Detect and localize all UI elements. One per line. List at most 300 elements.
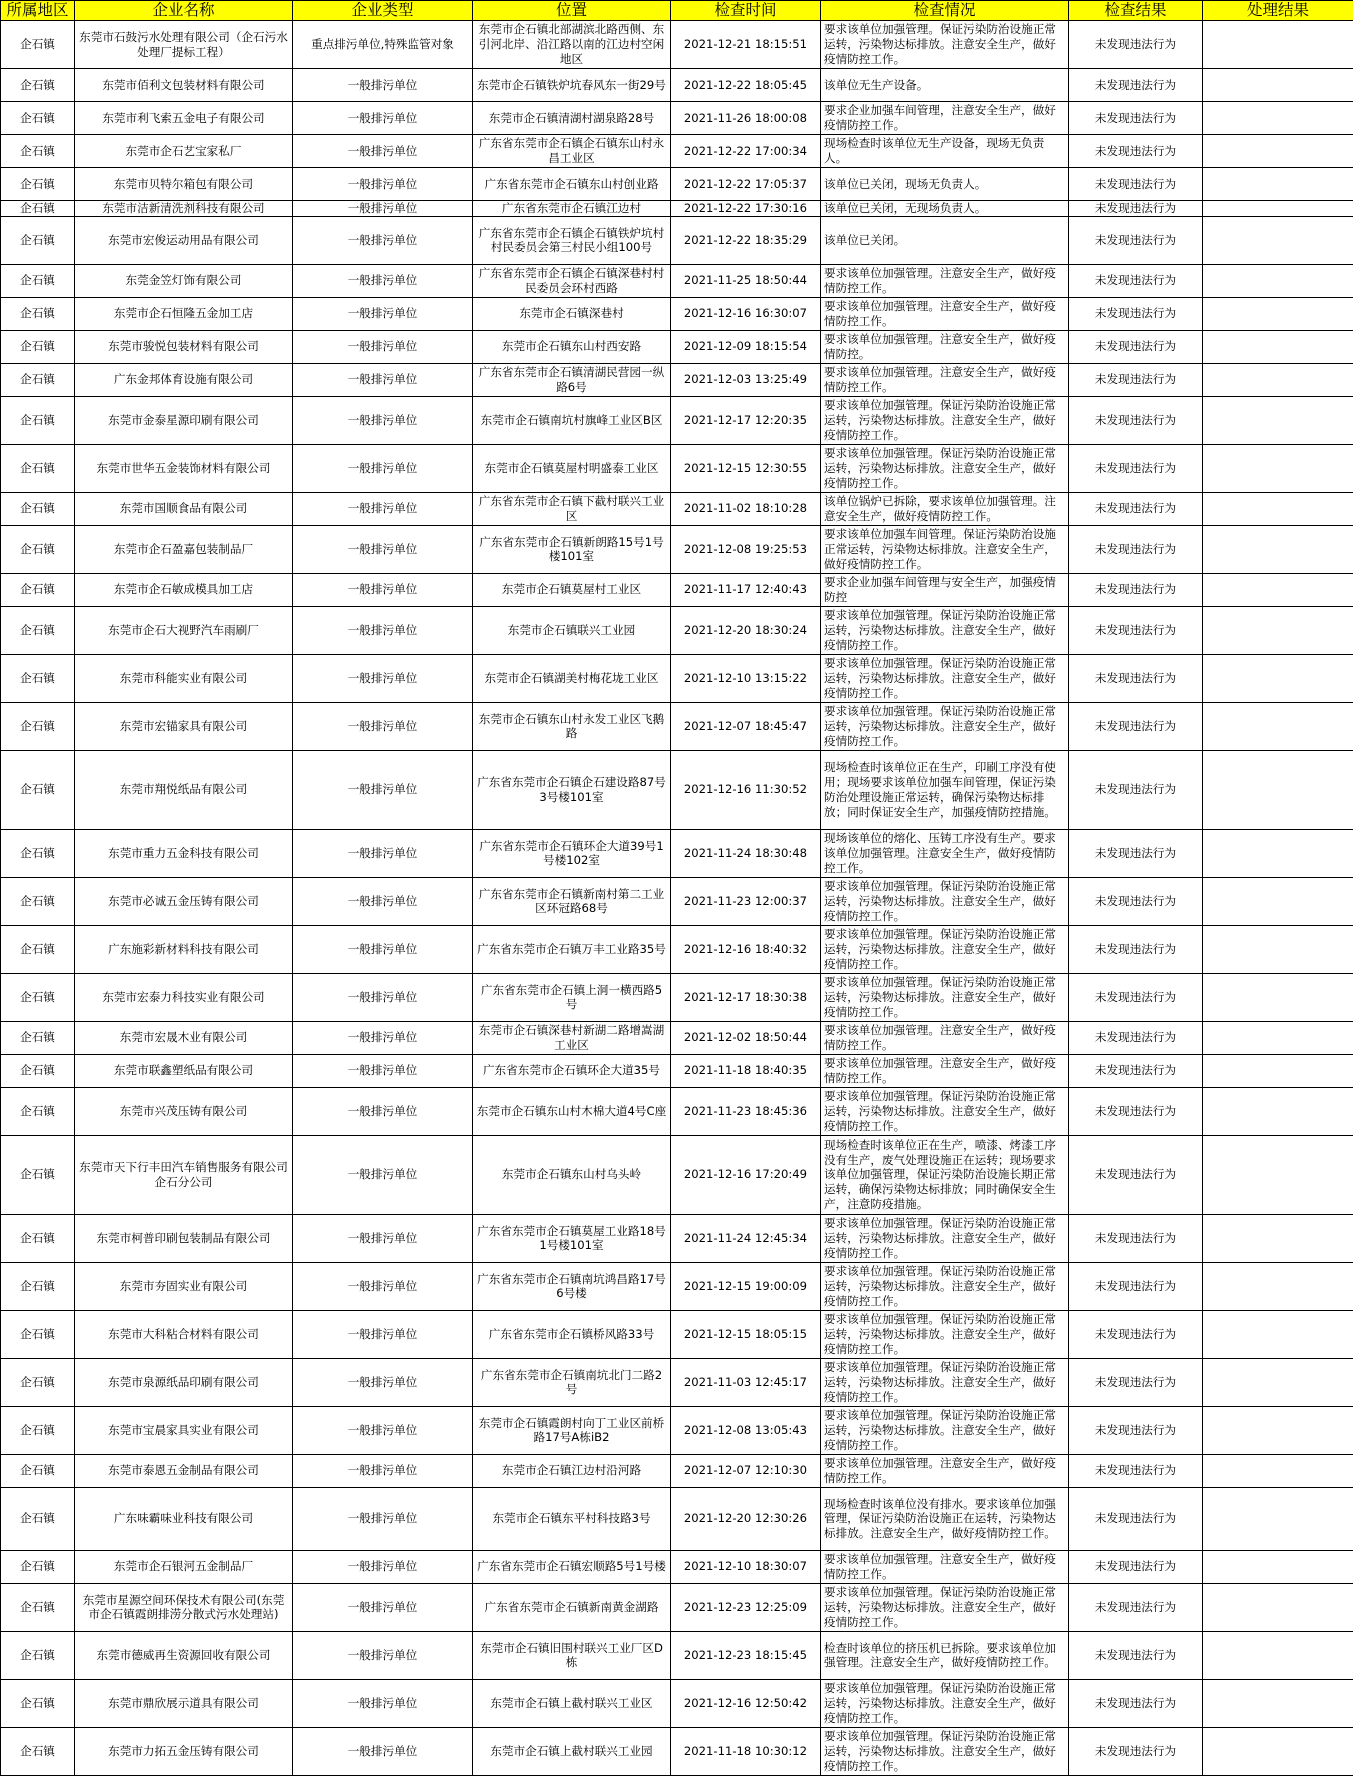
cell-location: 东莞市企石镇深巷村新湖二路增嵩湖工业区: [473, 1021, 671, 1054]
cell-name: 东莞市科能实业有限公司: [75, 654, 293, 702]
header-row: [1, 1, 1353, 21]
cell-handling: [1203, 1679, 1353, 1727]
cell-location: 东莞市企石镇上截村联兴工业区: [473, 1679, 671, 1727]
cell-time: 2021-12-07 18:45:47: [671, 702, 821, 750]
cell-situation: 要求该单位加强管理。保证污染防治设施正常运转，污染物达标排放。注意安全生产，做好疫情防控工作。: [821, 1727, 1069, 1775]
cell-type: 一般排污单位: [293, 216, 473, 264]
cell-handling: [1203, 1310, 1353, 1358]
cell-situation: 要求企业加强车间管理与安全生产，加强疫情防控: [821, 573, 1069, 606]
cell-location: 广东省东莞市企石镇环企大道39号1号楼102室: [473, 829, 671, 877]
cell-time: 2021-12-15 12:30:55: [671, 444, 821, 492]
cell-handling: [1203, 21, 1353, 69]
cell-location: 广东省东莞市企石镇下截村联兴工业区: [473, 492, 671, 525]
cell-region: 企石镇: [1, 102, 75, 135]
cell-situation: 要求该单位加强管理。注意安全生产，做好疫情防控工作。: [821, 1550, 1069, 1583]
cell-handling: [1203, 829, 1353, 877]
cell-handling: [1203, 877, 1353, 925]
cell-time: 2021-11-24 18:30:48: [671, 829, 821, 877]
cell-name: 东莞市必诚五金压铸有限公司: [75, 877, 293, 925]
cell-handling: [1203, 216, 1353, 264]
cell-name: 东莞市重力五金科技有限公司: [75, 829, 293, 877]
cell-region: 企石镇: [1, 69, 75, 102]
cell-handling: [1203, 102, 1353, 135]
cell-region: 企石镇: [1, 1583, 75, 1631]
cell-result: 未发现违法行为: [1069, 1262, 1203, 1310]
cell-name: 东莞市翔悦纸品有限公司: [75, 750, 293, 829]
cell-handling: [1203, 69, 1353, 102]
cell-location: 东莞市企石镇铁炉坑春风东一街29号: [473, 69, 671, 102]
table-row: [1, 573, 1353, 606]
cell-region: 企石镇: [1, 1135, 75, 1214]
cell-region: 企石镇: [1, 201, 75, 217]
cell-name: 东莞市大科粘合材料有限公司: [75, 1310, 293, 1358]
cell-type: 一般排污单位: [293, 877, 473, 925]
cell-handling: [1203, 1631, 1353, 1679]
cell-situation: 要求该单位加强管理。注意安全生产，做好疫情防控工作。: [821, 1454, 1069, 1487]
cell-region: 企石镇: [1, 1021, 75, 1054]
cell-situation: 要求该单位加强管理。保证污染防治设施正常运转，污染物达标排放。注意安全生产，做好疫情防控工作。: [821, 606, 1069, 654]
cell-region: 企石镇: [1, 1262, 75, 1310]
cell-situation: 该单位已关闭，无现场负责人。: [821, 201, 1069, 217]
cell-name: 东莞市柯普印刷包装制品有限公司: [75, 1214, 293, 1262]
cell-region: 企石镇: [1, 264, 75, 297]
cell-time: 2021-12-08 13:05:43: [671, 1406, 821, 1454]
cell-region: 企石镇: [1, 1087, 75, 1135]
table-row: [1, 444, 1353, 492]
cell-location: 东莞市企石镇东平村科技路3号: [473, 1487, 671, 1550]
cell-location: 东莞市企石镇东山村西安路: [473, 330, 671, 363]
cell-name: 东莞市企石盈嘉包装制品厂: [75, 525, 293, 573]
cell-region: 企石镇: [1, 1487, 75, 1550]
table-row: [1, 750, 1353, 829]
cell-name: 东莞市天下行丰田汽车销售服务有限公司企石分公司: [75, 1135, 293, 1214]
cell-time: 2021-12-21 18:15:51: [671, 21, 821, 69]
cell-situation: 要求该单位加强管理。保证污染防治设施正常运转，污染物达标排放。注意安全生产，做好疫情防控工作。: [821, 702, 1069, 750]
cell-result: 未发现违法行为: [1069, 1487, 1203, 1550]
cell-situation: 要求该单位加强管理。保证污染防治设施正常运转，污染物达标排放。注意安全生产，做好疫情防控工作。: [821, 444, 1069, 492]
cell-location: 广东省东莞市企石镇新南黄金湖路: [473, 1583, 671, 1631]
cell-result: 未发现违法行为: [1069, 396, 1203, 444]
cell-location: 东莞市企石镇深巷村: [473, 297, 671, 330]
cell-handling: [1203, 1021, 1353, 1054]
cell-situation: 要求该单位加强管理。保证污染防治设施正常运转，污染物达标排放。注意安全生产，做好疫情防控工作。: [821, 396, 1069, 444]
cell-time: 2021-11-18 18:40:35: [671, 1054, 821, 1087]
cell-location: 广东省东莞市企石镇东山村创业路: [473, 168, 671, 201]
cell-region: 企石镇: [1, 702, 75, 750]
cell-type: 一般排污单位: [293, 1487, 473, 1550]
cell-situation: 要求该单位加强管理。保证污染防治设施正常运转，污染物达标排放。注意安全生产，做好疫情防控工作。: [821, 1679, 1069, 1727]
cell-type: 一般排污单位: [293, 573, 473, 606]
cell-result: 未发现违法行为: [1069, 363, 1203, 396]
cell-time: 2021-11-25 18:50:44: [671, 264, 821, 297]
table-row: [1, 201, 1353, 217]
cell-time: 2021-12-20 18:30:24: [671, 606, 821, 654]
cell-situation: 要求该单位加强车间管理。保证污染防治设施正常运转，污染物达标排放。注意安全生产，做好疫情防控工作。: [821, 525, 1069, 573]
cell-name: 东莞金笠灯饰有限公司: [75, 264, 293, 297]
header-time: 检查时间: [671, 1, 821, 21]
cell-handling: [1203, 1487, 1353, 1550]
cell-result: 未发现违法行为: [1069, 877, 1203, 925]
cell-type: 一般排污单位: [293, 1631, 473, 1679]
header-region: 所属地区: [1, 1, 75, 21]
cell-name: 东莞市德威再生资源回收有限公司: [75, 1631, 293, 1679]
cell-location: 广东省东莞市企石镇新朗路15号1号楼101室: [473, 525, 671, 573]
table-row: [1, 829, 1353, 877]
cell-name: 东莞市宏锚家具有限公司: [75, 702, 293, 750]
cell-time: 2021-12-16 16:30:07: [671, 297, 821, 330]
cell-situation: 要求该单位加强管理。注意安全生产，做好疫情防控工作。: [821, 264, 1069, 297]
cell-region: 企石镇: [1, 297, 75, 330]
cell-situation: 要求该单位加强管理。保证污染防治设施正常运转，污染物达标排放。注意安全生产，做好疫情防控工作。: [821, 1406, 1069, 1454]
cell-name: 东莞市兴茂压铸有限公司: [75, 1087, 293, 1135]
table-row: [1, 1021, 1353, 1054]
cell-location: 广东省东莞市企石镇江边村: [473, 201, 671, 217]
cell-result: 未发现违法行为: [1069, 444, 1203, 492]
cell-region: 企石镇: [1, 1214, 75, 1262]
cell-region: 企石镇: [1, 1550, 75, 1583]
cell-handling: [1203, 1214, 1353, 1262]
cell-time: 2021-12-16 11:30:52: [671, 750, 821, 829]
cell-time: 2021-12-16 12:50:42: [671, 1679, 821, 1727]
cell-location: 广东省东莞市企石镇莫屋工业路18号1号楼101室: [473, 1214, 671, 1262]
table-row: [1, 216, 1353, 264]
cell-handling: [1203, 1054, 1353, 1087]
cell-time: 2021-11-02 18:10:28: [671, 492, 821, 525]
cell-region: 企石镇: [1, 1679, 75, 1727]
cell-handling: [1203, 1583, 1353, 1631]
cell-handling: [1203, 1358, 1353, 1406]
cell-result: 未发现违法行为: [1069, 750, 1203, 829]
cell-result: 未发现违法行为: [1069, 1054, 1203, 1087]
cell-situation: 现场该单位的熔化、压铸工序没有生产。要求该单位加强管理。注意安全生产，做好疫情防控工作。: [821, 829, 1069, 877]
cell-region: 企石镇: [1, 877, 75, 925]
cell-type: 重点排污单位,特殊监管对象: [293, 21, 473, 69]
cell-name: 东莞市企石恒隆五金加工店: [75, 297, 293, 330]
cell-result: 未发现违法行为: [1069, 1135, 1203, 1214]
cell-type: 一般排污单位: [293, 264, 473, 297]
table-row: [1, 1135, 1353, 1214]
cell-result: 未发现违法行为: [1069, 573, 1203, 606]
cell-location: 东莞市企石镇湖美村梅花垅工业区: [473, 654, 671, 702]
cell-situation: 现场检查时该单位正在生产，印刷工序没有使用；现场要求该单位加强车间管理，保证污染防治处理设施正常运转，确保污染物达标排放；同时保证安全生产，加强疫情防控措施。: [821, 750, 1069, 829]
cell-situation: 该单位锅炉已拆除，要求该单位加强管理。注意安全生产，做好疫情防控工作。: [821, 492, 1069, 525]
table-row: [1, 654, 1353, 702]
table-row: [1, 1214, 1353, 1262]
cell-time: 2021-12-02 18:50:44: [671, 1021, 821, 1054]
cell-handling: [1203, 363, 1353, 396]
cell-situation: 该单位无生产设备。: [821, 69, 1069, 102]
cell-time: 2021-12-22 17:00:34: [671, 135, 821, 168]
cell-situation: 要求该单位加强管理。注意安全生产，做好疫情防控工作。: [821, 1021, 1069, 1054]
cell-name: 东莞市星源空间环保技术有限公司(东莞市企石镇霞朗排涝分散式污水处理站): [75, 1583, 293, 1631]
table-row: [1, 1358, 1353, 1406]
table-row: [1, 925, 1353, 973]
cell-situation: 现场检查时该单位没有排水。要求该单位加强管理，保证污染防治设施正在运转，污染物达标排放。注意安全生产，做好疫情防控工作。: [821, 1487, 1069, 1550]
cell-name: 东莞市鼎欣展示道具有限公司: [75, 1679, 293, 1727]
cell-type: 一般排污单位: [293, 1135, 473, 1214]
table-row: [1, 702, 1353, 750]
cell-region: 企石镇: [1, 973, 75, 1021]
cell-type: 一般排污单位: [293, 330, 473, 363]
cell-type: 一般排污单位: [293, 1262, 473, 1310]
cell-type: 一般排污单位: [293, 1087, 473, 1135]
cell-result: 未发现违法行为: [1069, 1214, 1203, 1262]
table-row: [1, 606, 1353, 654]
cell-name: 东莞市企石艺宝家私厂: [75, 135, 293, 168]
cell-location: 东莞市企石镇北部湖滨北路西侧、东引河北岸、沿江路以南的江边村空闲地区: [473, 21, 671, 69]
cell-handling: [1203, 396, 1353, 444]
cell-location: 东莞市企石镇清湖村湖泉路28号: [473, 102, 671, 135]
cell-handling: [1203, 1262, 1353, 1310]
cell-result: 未发现违法行为: [1069, 69, 1203, 102]
cell-time: 2021-12-22 17:05:37: [671, 168, 821, 201]
cell-result: 未发现违法行为: [1069, 1406, 1203, 1454]
cell-handling: [1203, 702, 1353, 750]
cell-name: 东莞市宏泰力科技实业有限公司: [75, 973, 293, 1021]
header-result: 检查结果: [1069, 1, 1203, 21]
cell-result: 未发现违法行为: [1069, 1358, 1203, 1406]
cell-type: 一般排污单位: [293, 654, 473, 702]
cell-type: 一般排污单位: [293, 1054, 473, 1087]
cell-type: 一般排污单位: [293, 1727, 473, 1775]
cell-type: 一般排污单位: [293, 829, 473, 877]
cell-name: 广东味霸味业科技有限公司: [75, 1487, 293, 1550]
cell-region: 企石镇: [1, 750, 75, 829]
cell-region: 企石镇: [1, 1631, 75, 1679]
cell-name: 东莞市力拓五金压铸有限公司: [75, 1727, 293, 1775]
cell-handling: [1203, 573, 1353, 606]
table-row: [1, 492, 1353, 525]
table-row: [1, 168, 1353, 201]
cell-result: 未发现违法行为: [1069, 1727, 1203, 1775]
cell-time: 2021-11-03 12:45:17: [671, 1358, 821, 1406]
table-row: [1, 1727, 1353, 1775]
cell-handling: [1203, 1087, 1353, 1135]
cell-result: 未发现违法行为: [1069, 654, 1203, 702]
cell-handling: [1203, 264, 1353, 297]
table-row: [1, 1262, 1353, 1310]
cell-situation: 要求该单位加强管理。保证污染防治设施正常运转，污染物达标排放。注意安全生产，做好疫情防控工作。: [821, 21, 1069, 69]
cell-type: 一般排污单位: [293, 1214, 473, 1262]
cell-time: 2021-12-16 17:20:49: [671, 1135, 821, 1214]
cell-result: 未发现违法行为: [1069, 1583, 1203, 1631]
cell-name: 东莞市夯固实业有限公司: [75, 1262, 293, 1310]
cell-location: 东莞市企石镇旧围村联兴工业厂区D栋: [473, 1631, 671, 1679]
cell-location: 东莞市企石镇东山村永发工业区飞鹅路: [473, 702, 671, 750]
table-row: [1, 69, 1353, 102]
cell-name: 广东施彩新材料科技有限公司: [75, 925, 293, 973]
cell-time: 2021-11-26 18:00:08: [671, 102, 821, 135]
cell-location: 广东省东莞市企石镇企石镇铁炉坑村村民委员会第三村民小组100号: [473, 216, 671, 264]
cell-handling: [1203, 606, 1353, 654]
cell-region: 企石镇: [1, 135, 75, 168]
cell-location: 东莞市企石镇霞朗村向丁工业区前桥路17号A栋iB2: [473, 1406, 671, 1454]
cell-handling: [1203, 201, 1353, 217]
table-row: [1, 135, 1353, 168]
cell-region: 企石镇: [1, 444, 75, 492]
cell-result: 未发现违法行为: [1069, 1087, 1203, 1135]
table-row: [1, 1406, 1353, 1454]
cell-location: 广东省东莞市企石镇企石镇东山村永昌工业区: [473, 135, 671, 168]
table-row: [1, 1454, 1353, 1487]
cell-handling: [1203, 297, 1353, 330]
cell-situation: 要求该单位加强管理。保证污染防治设施正常运转，污染物达标排放。注意安全生产，做好疫情防控工作。: [821, 654, 1069, 702]
cell-time: 2021-12-15 19:00:09: [671, 1262, 821, 1310]
cell-handling: [1203, 750, 1353, 829]
cell-type: 一般排污单位: [293, 492, 473, 525]
cell-region: 企石镇: [1, 654, 75, 702]
cell-region: 企石镇: [1, 1054, 75, 1087]
cell-situation: 要求企业加强车间管理，注意安全生产，做好疫情防控工作。: [821, 102, 1069, 135]
cell-result: 未发现违法行为: [1069, 330, 1203, 363]
cell-situation: 要求该单位加强管理。保证污染防治设施正常运转，污染物达标排放。注意安全生产，做好疫情防控工作。: [821, 973, 1069, 1021]
cell-time: 2021-12-03 13:25:49: [671, 363, 821, 396]
header-type: 企业类型: [293, 1, 473, 21]
header-handling: 处理结果: [1203, 1, 1353, 21]
cell-name: 东莞市企石大视野汽车雨刷厂: [75, 606, 293, 654]
cell-type: 一般排污单位: [293, 135, 473, 168]
cell-handling: [1203, 492, 1353, 525]
cell-type: 一般排污单位: [293, 1406, 473, 1454]
cell-handling: [1203, 525, 1353, 573]
cell-time: 2021-12-10 13:15:22: [671, 654, 821, 702]
table-row: [1, 1550, 1353, 1583]
cell-type: 一般排污单位: [293, 1454, 473, 1487]
cell-location: 东莞市企石镇江边村沿河路: [473, 1454, 671, 1487]
cell-time: 2021-12-22 18:35:29: [671, 216, 821, 264]
cell-handling: [1203, 1727, 1353, 1775]
cell-type: 一般排污单位: [293, 1679, 473, 1727]
cell-situation: 要求该单位加强管理。注意安全生产，做好疫情防控工作。: [821, 297, 1069, 330]
cell-result: 未发现违法行为: [1069, 21, 1203, 69]
cell-name: 东莞市宏晟木业有限公司: [75, 1021, 293, 1054]
cell-name: 东莞市利飞索五金电子有限公司: [75, 102, 293, 135]
cell-location: 东莞市企石镇东山村木棉大道4号C座: [473, 1087, 671, 1135]
cell-region: 企石镇: [1, 216, 75, 264]
cell-location: 广东省东莞市企石镇南坑北门二路2号: [473, 1358, 671, 1406]
cell-name: 东莞市宏俊运动用品有限公司: [75, 216, 293, 264]
cell-location: 广东省东莞市企石镇环企大道35号: [473, 1054, 671, 1087]
table-row: [1, 1310, 1353, 1358]
cell-type: 一般排污单位: [293, 102, 473, 135]
table-row: [1, 102, 1353, 135]
cell-name: 东莞市金泰星源印刷有限公司: [75, 396, 293, 444]
cell-location: 东莞市企石镇联兴工业园: [473, 606, 671, 654]
cell-name: 东莞市联鑫塑纸品有限公司: [75, 1054, 293, 1087]
cell-time: 2021-12-09 18:15:54: [671, 330, 821, 363]
cell-time: 2021-12-20 12:30:26: [671, 1487, 821, 1550]
cell-situation: 要求该单位加强管理。保证污染防治设施正常运转，污染物达标排放。注意安全生产，做好疫情防控工作。: [821, 925, 1069, 973]
cell-situation: 要求该单位加强管理。保证污染防治设施正常运转，污染物达标排放。注意安全生产，做好疫情防控工作。: [821, 1583, 1069, 1631]
cell-situation: 检查时该单位的挤压机已拆除。要求该单位加强管理。注意安全生产，做好疫情防控工作。: [821, 1631, 1069, 1679]
table-row: [1, 1583, 1353, 1631]
header-location: 位置: [473, 1, 671, 21]
cell-result: 未发现违法行为: [1069, 973, 1203, 1021]
cell-result: 未发现违法行为: [1069, 925, 1203, 973]
cell-name: 东莞市宝晨家具实业有限公司: [75, 1406, 293, 1454]
cell-result: 未发现违法行为: [1069, 135, 1203, 168]
cell-type: 一般排污单位: [293, 1021, 473, 1054]
cell-region: 企石镇: [1, 21, 75, 69]
cell-type: 一般排污单位: [293, 363, 473, 396]
cell-result: 未发现违法行为: [1069, 525, 1203, 573]
cell-name: 东莞市石鼓污水处理有限公司（企石污水处理厂提标工程）: [75, 21, 293, 69]
cell-time: 2021-12-10 18:30:07: [671, 1550, 821, 1583]
cell-handling: [1203, 1550, 1353, 1583]
cell-result: 未发现违法行为: [1069, 297, 1203, 330]
cell-location: 广东省东莞市企石镇企石镇深巷村村民委员会环村西路: [473, 264, 671, 297]
cell-location: 广东省东莞市企石镇桥风路33号: [473, 1310, 671, 1358]
cell-type: 一般排污单位: [293, 750, 473, 829]
cell-type: 一般排污单位: [293, 1358, 473, 1406]
cell-region: 企石镇: [1, 1406, 75, 1454]
cell-location: 东莞市企石镇东山村乌头岭: [473, 1135, 671, 1214]
cell-result: 未发现违法行为: [1069, 606, 1203, 654]
cell-region: 企石镇: [1, 829, 75, 877]
table-row: [1, 21, 1353, 69]
cell-location: 广东省东莞市企石镇清湖民营园一纵路6号: [473, 363, 671, 396]
cell-handling: [1203, 973, 1353, 1021]
cell-result: 未发现违法行为: [1069, 1021, 1203, 1054]
cell-situation: 要求该单位加强管理。注意安全生产，做好疫情防控工作。: [821, 363, 1069, 396]
cell-type: 一般排污单位: [293, 606, 473, 654]
cell-region: 企石镇: [1, 606, 75, 654]
cell-time: 2021-11-18 10:30:12: [671, 1727, 821, 1775]
cell-result: 未发现违法行为: [1069, 1310, 1203, 1358]
cell-region: 企石镇: [1, 396, 75, 444]
cell-result: 未发现违法行为: [1069, 201, 1203, 217]
cell-location: 广东省东莞市企石镇新南村第二工业区环冠路68号: [473, 877, 671, 925]
cell-situation: 要求该单位加强管理。保证污染防治设施正常运转，污染物达标排放。注意安全生产，做好疫情防控工作。: [821, 1358, 1069, 1406]
cell-name: 东莞市泰恩五金制品有限公司: [75, 1454, 293, 1487]
cell-time: 2021-12-17 12:20:35: [671, 396, 821, 444]
cell-handling: [1203, 654, 1353, 702]
cell-name: 东莞市洁新清洗剂科技有限公司: [75, 201, 293, 217]
cell-handling: [1203, 168, 1353, 201]
cell-type: 一般排污单位: [293, 444, 473, 492]
cell-type: 一般排污单位: [293, 396, 473, 444]
cell-situation: 要求该单位加强管理。注意安全生产，做好疫情防控工作。: [821, 1054, 1069, 1087]
cell-type: 一般排污单位: [293, 702, 473, 750]
cell-type: 一般排污单位: [293, 525, 473, 573]
cell-result: 未发现违法行为: [1069, 216, 1203, 264]
header-name: 企业名称: [75, 1, 293, 21]
cell-type: 一般排污单位: [293, 1583, 473, 1631]
cell-region: 企石镇: [1, 330, 75, 363]
cell-time: 2021-12-07 12:10:30: [671, 1454, 821, 1487]
table-row: [1, 525, 1353, 573]
cell-situation: 要求该单位加强管理。保证污染防治设施正常运转，污染物达标排放。注意安全生产，做好疫情防控工作。: [821, 1214, 1069, 1262]
cell-type: 一般排污单位: [293, 168, 473, 201]
cell-result: 未发现违法行为: [1069, 264, 1203, 297]
cell-situation: 要求该单位加强管理。注意安全生产，做好疫情防控。: [821, 330, 1069, 363]
cell-region: 企石镇: [1, 363, 75, 396]
cell-time: 2021-12-08 19:25:53: [671, 525, 821, 573]
cell-location: 广东省东莞市企石镇宏顺路5号1号楼: [473, 1550, 671, 1583]
cell-location: 广东省东莞市企石镇万丰工业路35号: [473, 925, 671, 973]
cell-result: 未发现违法行为: [1069, 1679, 1203, 1727]
cell-time: 2021-11-23 12:00:37: [671, 877, 821, 925]
cell-name: 东莞市企石敏成模具加工店: [75, 573, 293, 606]
cell-name: 东莞市企石银河五金制品厂: [75, 1550, 293, 1583]
cell-name: 东莞市世华五金装饰材料有限公司: [75, 444, 293, 492]
cell-time: 2021-12-23 12:25:09: [671, 1583, 821, 1631]
cell-region: 企石镇: [1, 1454, 75, 1487]
cell-handling: [1203, 1406, 1353, 1454]
cell-handling: [1203, 1135, 1353, 1214]
cell-name: 东莞市佰利文包装材料有限公司: [75, 69, 293, 102]
cell-name: 东莞市贝特尔箱包有限公司: [75, 168, 293, 201]
